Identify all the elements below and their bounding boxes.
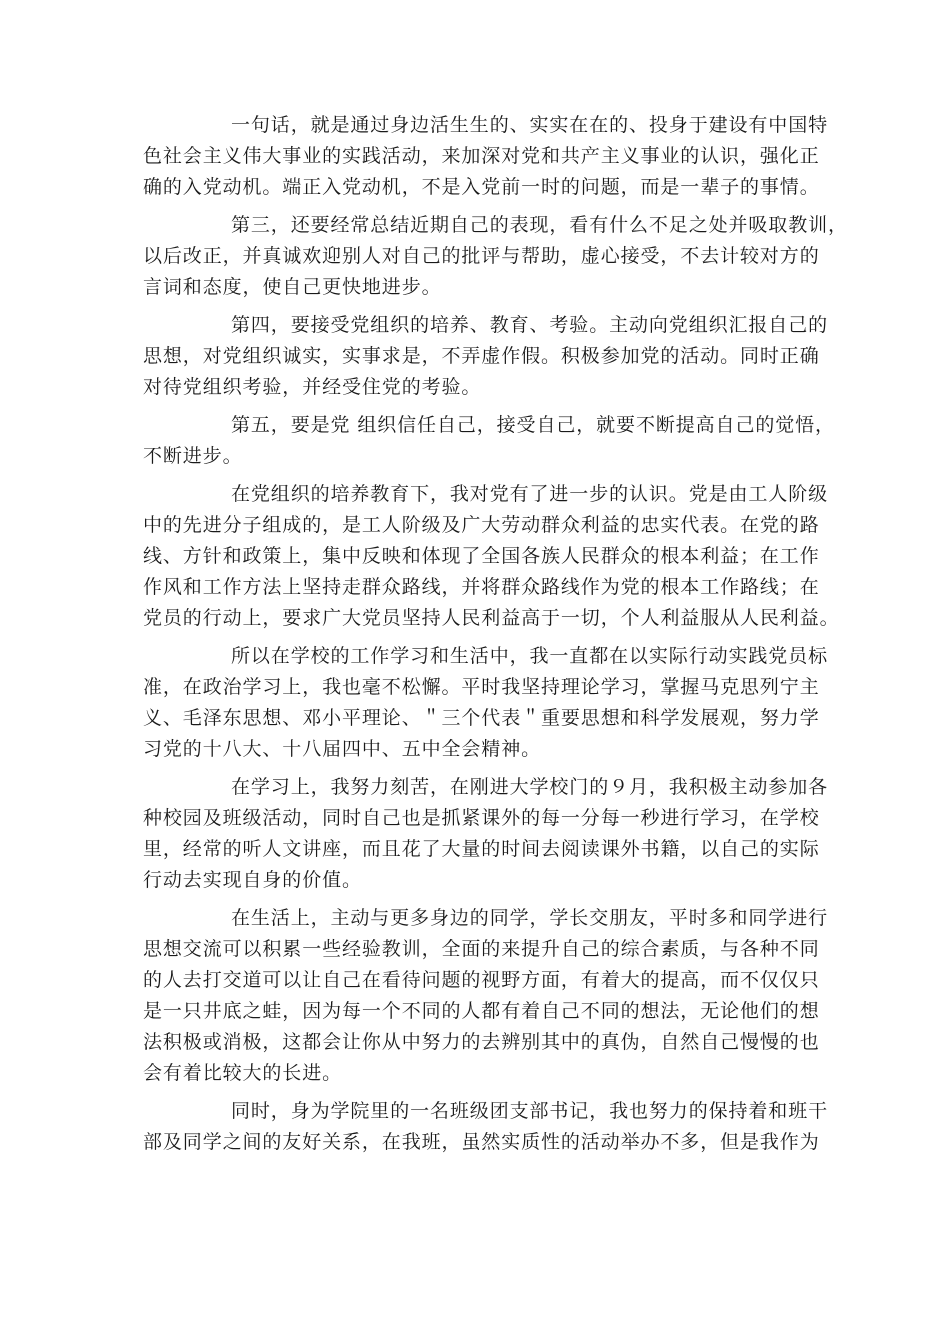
paragraph-2 — [143, 210, 848, 303]
paragraph-line: 以后改正，并真诚欢迎别人对自己的批评与帮助，虚心接受，不去计较对方的 — [143, 245, 820, 267]
paragraph-line: 法积极或消极，这都会让你从中努力的去辨别其中的真伪，自然自己慢慢的也 — [143, 1031, 820, 1053]
paragraph-line: 思想，对党组织诚实，实事求是，不弄虚作假。积极参加党的活动。同时正确 — [143, 345, 820, 367]
paragraph-line: 种校园及班级活动，同时自己也是抓紧课外的每一分每一秒进行学习，在学校 — [143, 807, 820, 829]
paragraph-9 — [143, 1096, 829, 1158]
paragraph-line: 义、毛泽东思想、邓小平理论、＂三个代表＂重要思想和科学发展观，努力学 — [143, 707, 820, 729]
paragraph-line: 一句话，就是通过身边活生生的、实实在在的、投身于建设有中国特 — [231, 114, 829, 136]
paragraph-7 — [143, 772, 829, 896]
paragraph-line: 行动去实现自身的价值。 — [143, 869, 362, 891]
paragraph-line: 同时，身为学院里的一名班级团支部书记，我也努力的保持着和班干 — [231, 1100, 829, 1122]
paragraph-line: 第五，要是党 组织信任自己，接受自己，就要不断提高自己的觉悟， — [231, 414, 835, 436]
paragraph-line: 线、方针和政策上，集中反映和体现了全国各族人民群众的根本利益；在工作 — [143, 545, 820, 567]
paragraph-line: 在生活上，主动与更多身边的同学，学长交朋友，平时多和同学进行 — [231, 907, 829, 929]
paragraph-line: 习党的十八大、十八届四中、五中全会精神。 — [143, 738, 542, 760]
paragraph-line: 的人去打交道可以让自己在看待问题的视野方面，有着大的提高，而不仅仅只 — [143, 969, 820, 991]
paragraph-line: 思想交流可以积累一些经验教训，全面的来提升自己的综合素质，与各种不同 — [143, 938, 820, 960]
paragraph-line: 对待党组织考验，并经受住党的考验。 — [143, 376, 482, 398]
paragraph-line: 是一只井底之蛙，因为每一个不同的人都有着自己不同的想法，无论他们的想 — [143, 1000, 820, 1022]
paragraph-line: 在学习上，我努力刻苦，在刚进大学校门的９月，我积极主动参加各 — [231, 776, 829, 798]
paragraph-4 — [143, 410, 835, 472]
paragraph-line: 准，在政治学习上，我也毫不松懈。平时我坚持理论学习，掌握马克思列宁主 — [143, 676, 820, 698]
paragraph-1 — [143, 110, 829, 203]
paragraph-3 — [143, 310, 829, 403]
paragraph-line: 不断进步。 — [143, 445, 243, 467]
paragraph-line: 第三，还要经常总结近期自己的表现，看有什么不足之处并吸取教训， — [231, 214, 848, 236]
paragraph-line: 中的先进分子组成的，是工人阶级及广大劳动群众利益的忠实代表。在党的路 — [143, 514, 820, 536]
paragraph-line: 确的入党动机。端正入党动机，不是入党前一时的问题，而是一辈子的事情。 — [143, 176, 820, 198]
paragraph-line: 所以在学校的工作学习和生活中，我一直都在以实际行动实践党员标 — [231, 645, 829, 667]
paragraph-line: 作风和工作方法上坚持走群众路线，并将群众路线作为党的根本工作路线；在 — [143, 576, 820, 598]
paragraph-8 — [143, 903, 829, 1089]
paragraph-line: 色社会主义伟大事业的实践活动，来加深对党和共产主义事业的认识，强化正 — [143, 145, 820, 167]
paragraph-line: 党员的行动上，要求广大党员坚持人民利益高于一切，个人利益服从人民利益。 — [143, 607, 840, 629]
paragraph-5 — [143, 479, 840, 634]
document-body — [143, 110, 848, 1165]
paragraph-6 — [143, 641, 829, 765]
paragraph-line: 在党组织的培养教育下，我对党有了进一步的认识。党是由工人阶级 — [231, 483, 829, 505]
paragraph-line: 部及同学之间的友好关系，在我班，虽然实质性的活动举办不多，但是我作为 — [143, 1131, 820, 1153]
paragraph-line: 言词和态度，使自己更快地进步。 — [143, 276, 442, 298]
paragraph-line: 第四，要接受党组织的培养、教育、考验。主动向党组织汇报自己的 — [231, 314, 829, 336]
paragraph-line: 里，经常的听人文讲座，而且花了大量的时间去阅读课外书籍，以自己的实际 — [143, 838, 820, 860]
paragraph-line: 会有着比较大的长进。 — [143, 1062, 343, 1084]
